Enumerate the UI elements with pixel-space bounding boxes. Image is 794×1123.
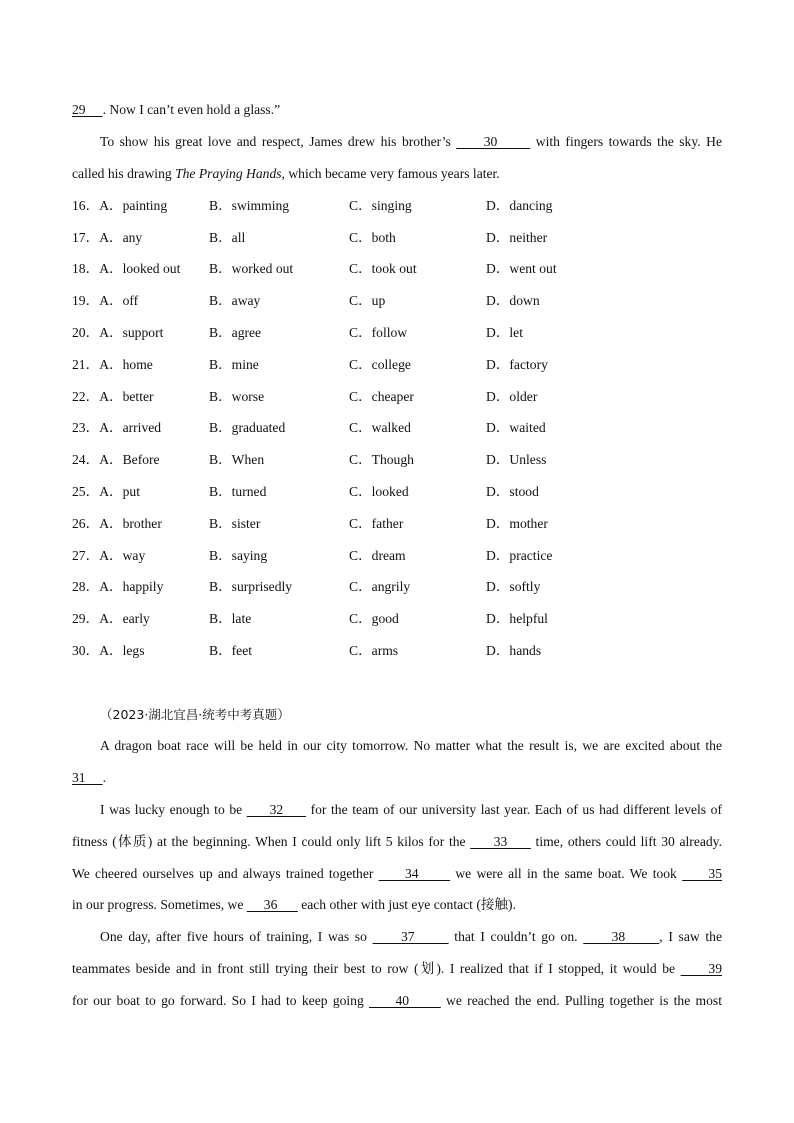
question-options-30 (72, 640, 722, 662)
option-c: C．took out (349, 261, 417, 276)
option-c: C．singing (349, 198, 412, 213)
option-c: C．walked (349, 420, 411, 435)
option-a: 18．A．looked out (72, 261, 181, 276)
blank-37: 37 (372, 929, 449, 944)
option-c: C．looked (349, 484, 409, 499)
option-a: 22．A．better (72, 389, 154, 404)
passage-line: 29 . Now I can’t even hold a glass.” (72, 102, 281, 117)
option-c: C．Though (349, 452, 414, 467)
option-a: 21．A．home (72, 357, 153, 372)
option-a: 23．A．arrived (72, 420, 162, 435)
option-c: C．dream (349, 548, 406, 563)
option-d: D．stood (486, 484, 539, 499)
question-options-28 (72, 576, 722, 598)
drawing-title: The Praying Hands (175, 166, 282, 181)
option-b: B．When (209, 452, 265, 467)
option-c: C．both (349, 230, 396, 245)
option-b: B．turned (209, 484, 267, 499)
option-d: D．practice (486, 548, 553, 563)
question-options-26 (72, 513, 722, 535)
question-options-23 (72, 417, 722, 439)
passage-line: called his drawing The Praying Hands, which became very famous years later. (72, 166, 500, 181)
question-options-27 (72, 545, 722, 567)
option-b: B．saying (209, 548, 268, 563)
blank-34: 34 (378, 866, 451, 881)
option-d: D．older (486, 389, 538, 404)
option-c: C．cheaper (349, 389, 414, 404)
passage-line: 31 . (72, 770, 106, 785)
passage-line: One day, after five hours of training, I was so 37 that I couldn’t go on. 38 , I saw the (100, 929, 722, 944)
option-a: 29．A．early (72, 611, 150, 626)
passage-line: We cheered ourselves up and always trained together 34 we were all in the same boat. We took 35 (72, 866, 722, 881)
option-b: B．worse (209, 389, 265, 404)
option-d: D．hands (486, 643, 542, 658)
blank-29: 29 (72, 102, 103, 117)
question-options-16 (72, 195, 722, 217)
option-d: D．factory (486, 357, 548, 372)
option-d: D．dancing (486, 198, 553, 213)
option-c: C．college (349, 357, 411, 372)
option-a: 27．A．way (72, 548, 146, 563)
option-d: D．helpful (486, 611, 548, 626)
option-d: D．Unless (486, 452, 547, 467)
blank-40: 40 (369, 993, 441, 1008)
option-a: 30．A．legs (72, 643, 145, 658)
blank-39: 39 (680, 961, 722, 976)
question-options-19 (72, 290, 722, 312)
option-c: C．angrily (349, 579, 411, 594)
option-b: B．feet (209, 643, 253, 658)
option-d: D．mother (486, 516, 548, 531)
option-c: C．up (349, 293, 386, 308)
blank-38: 38 (583, 929, 660, 944)
option-c: C．good (349, 611, 399, 626)
question-options-18 (72, 258, 722, 280)
option-b: B．mine (209, 357, 259, 372)
option-b: B．worked out (209, 261, 294, 276)
option-b: B．late (209, 611, 252, 626)
passage-line: teammates beside and in front still trying their best to row (划). I realized that if I stopped, it would be 39 (72, 961, 722, 976)
option-d: D．neither (486, 230, 548, 245)
passage-line: I was lucky enough to be 32 for the team of our university last year. Each of us had different levels of (100, 802, 722, 817)
option-c: C．father (349, 516, 404, 531)
option-a: 28．A．happily (72, 579, 164, 594)
question-options-24 (72, 449, 722, 471)
passage-line: for our boat to go forward. So I had to keep going 40 we reached the end. Pulling together is the most (72, 993, 722, 1008)
option-b: B．graduated (209, 420, 286, 435)
option-a: 25．A．put (72, 484, 140, 499)
question-options-29 (72, 608, 722, 630)
option-b: B．away (209, 293, 261, 308)
blank-33: 33 (470, 834, 531, 849)
option-b: B．all (209, 230, 246, 245)
passage-line: To show his great love and respect, James drew his brother’s 30 with fingers towards the sky. He (100, 134, 723, 149)
passage-line: in our progress. Sometimes, we 36 each other with just eye contact (接触). (72, 897, 516, 912)
passage-line: fitness (体质) at the beginning. When I could only lift 5 kilos for the 33 time, others could lift 30 already. (72, 834, 722, 849)
option-c: C．follow (349, 325, 408, 340)
option-d: D．let (486, 325, 523, 340)
option-d: D．softly (486, 579, 541, 594)
passage-line: A dragon boat race will be held in our city tomorrow. No matter what the result is, we are excited about the (100, 738, 722, 753)
option-d: D．went out (486, 261, 557, 276)
blank-36: 36 (246, 897, 298, 912)
source-heading: （2023·湖北宜昌·统考中考真题） (100, 707, 290, 722)
option-b: B．sister (209, 516, 261, 531)
question-options-17 (72, 227, 722, 249)
option-a: 26．A．brother (72, 516, 162, 531)
question-options-22 (72, 386, 722, 408)
option-a: 16．A．painting (72, 198, 168, 213)
blank-30: 30 (456, 134, 531, 149)
blank-35: 35 (682, 866, 722, 881)
option-d: D．down (486, 293, 540, 308)
option-b: B．agree (209, 325, 262, 340)
blank-31: 31 (72, 770, 103, 785)
question-options-21 (72, 354, 722, 376)
question-options-20 (72, 322, 722, 344)
option-a: 20．A．support (72, 325, 164, 340)
option-a: 24．A．Before (72, 452, 160, 467)
option-c: C．arms (349, 643, 399, 658)
option-a: 19．A．off (72, 293, 139, 308)
blank-32: 32 (246, 802, 307, 817)
option-b: B．surprisedly (209, 579, 293, 594)
option-d: D．waited (486, 420, 546, 435)
option-a: 17．A．any (72, 230, 143, 245)
question-options-25 (72, 481, 722, 503)
option-b: B．swimming (209, 198, 290, 213)
